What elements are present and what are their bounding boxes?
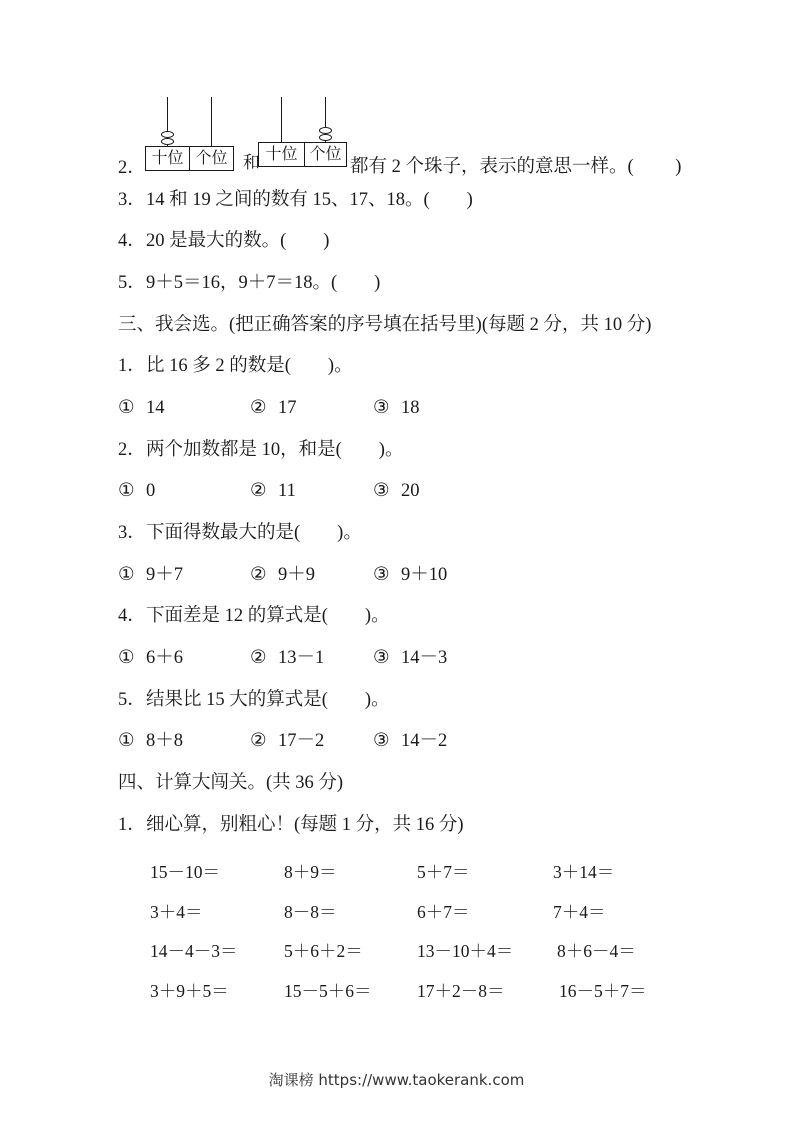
choice-options-5 (118, 721, 758, 763)
option-2 (250, 396, 373, 420)
calc-item: 5＋6＋2＝ (284, 941, 363, 962)
choice-options-4 (118, 637, 758, 679)
option-mark: ③ (373, 648, 390, 669)
option-value: 9＋10 (401, 564, 448, 585)
section-heading: 三、我会选。(把正确答案的序号填在括号里)(每题 2 分，共 10 分) (118, 314, 652, 335)
calc-item: 8＋9＝ (284, 862, 337, 882)
abacus-rod-ones (211, 97, 212, 146)
option-mark: ② (250, 398, 267, 419)
calculation-grid (150, 853, 663, 1012)
option-mark: ③ (373, 564, 390, 585)
option-value: 14 (146, 398, 165, 419)
option-1 (118, 479, 250, 503)
choice-question-5 (118, 679, 758, 721)
question-number: 1． (118, 356, 146, 377)
section-heading: 四、计算大闯关。(共 36 分) (118, 773, 344, 794)
question-text: 14 和 19 之间的数有 15、17、18。( ) (146, 189, 473, 210)
question-stem: 比 16 多 2 的数是( )。 (146, 356, 353, 377)
option-2 (250, 646, 373, 670)
question-number: 3． (118, 189, 146, 210)
option-value: 18 (401, 398, 420, 419)
option-value: 11 (278, 481, 296, 502)
question-stem: 两个加数都是 10，和是( )。 (146, 439, 404, 460)
tens-place-label: 十位 (146, 147, 190, 170)
option-value: 9＋7 (146, 564, 184, 585)
section-3-heading (118, 304, 758, 346)
option-1 (118, 729, 250, 753)
choice-question-2 (118, 429, 758, 471)
calc-item: 3＋14＝ (553, 862, 615, 882)
choice-question-3 (118, 512, 758, 554)
option-2 (250, 479, 373, 503)
calc-item: 5＋7＝ (417, 862, 470, 882)
tens-place-label: 十位 (259, 143, 305, 166)
ones-place-label: 个位 (195, 150, 228, 167)
question-number: 2． (118, 439, 146, 460)
calc-item: 6＋7＝ (417, 901, 470, 922)
calc-item: 16－5＋7＝ (559, 980, 647, 1001)
option-value: 13－1 (278, 648, 325, 669)
option-mark: ③ (373, 398, 390, 419)
option-value: 14－2 (401, 731, 448, 752)
option-mark: ③ (373, 731, 390, 752)
option-value: 9＋9 (278, 564, 316, 585)
option-3 (373, 396, 420, 420)
calc-item: 7＋4＝ (553, 901, 606, 922)
choice-options-3 (118, 554, 758, 596)
option-mark: ① (118, 564, 135, 585)
calc-item: 8－8＝ (284, 901, 337, 922)
abacus-place-box (258, 142, 347, 167)
option-1 (118, 563, 250, 587)
ones-place-bead (319, 127, 332, 134)
question-number: 5． (118, 273, 146, 294)
question-stem: 结果比 15 大的算式是( )。 (146, 689, 390, 710)
ones-place-label: 个位 (309, 146, 342, 163)
option-3 (373, 646, 447, 670)
question-number: 4． (118, 606, 146, 627)
question-number: 3． (118, 523, 146, 544)
option-3 (373, 479, 420, 503)
choice-question-1 (118, 346, 758, 388)
option-value: 8＋8 (146, 731, 184, 752)
calc-item: 3＋4＝ (150, 901, 203, 922)
option-value: 14－3 (401, 648, 448, 669)
tens-place-bead (161, 131, 174, 138)
calc-item: 13－10＋4＝ (417, 941, 514, 962)
option-value: 17 (278, 398, 297, 419)
option-value: 17－2 (278, 731, 325, 752)
calc-item: 14－4－3＝ (150, 941, 238, 962)
option-value: 20 (401, 481, 420, 502)
question-text: 20 是最大的数。( ) (146, 231, 330, 252)
question-number: 4． (118, 231, 146, 252)
question-text: 9＋5＝16，9＋7＝18。( ) (146, 273, 381, 294)
option-3 (373, 729, 447, 753)
calc-item: 15－10＝ (150, 862, 220, 882)
calc-subsection-1 (118, 804, 758, 846)
calc-item: 3＋9＋5＝ (150, 980, 229, 1001)
abacus-figure-b (258, 97, 347, 167)
option-1 (118, 646, 250, 670)
question-stem: 下面差是 12 的算式是( )。 (146, 606, 390, 627)
option-mark: ① (118, 398, 135, 419)
option-value: 0 (146, 481, 156, 502)
option-mark: ① (118, 731, 135, 752)
option-mark: ① (118, 648, 135, 669)
abacus-figure-a (145, 97, 234, 171)
section-4-heading (118, 762, 758, 804)
calc-item: 17＋2－8＝ (417, 980, 505, 1001)
choice-options-1 (118, 387, 758, 429)
judge-item-5 (118, 262, 758, 304)
option-mark: ① (118, 481, 135, 502)
option-mark: ③ (373, 481, 390, 502)
judge-item-3 (118, 179, 758, 221)
question-stem: 下面得数最大的是( )。 (146, 523, 362, 544)
question-number: 1． (118, 814, 146, 835)
abacus-rod-tens (281, 97, 282, 142)
question-number: 5． (118, 689, 146, 710)
option-2 (250, 729, 373, 753)
judge-item-4 (118, 221, 758, 263)
calc-item: 8＋6－4＝ (557, 941, 636, 962)
abacus-place-box (145, 146, 234, 171)
judge-item-2-number: 2． (118, 158, 146, 178)
option-1 (118, 396, 250, 420)
choice-question-4 (118, 596, 758, 638)
option-3 (373, 563, 447, 587)
option-mark: ② (250, 731, 267, 752)
choice-options-2 (118, 471, 758, 513)
option-value: 6＋6 (146, 648, 184, 669)
ones-place-bead (319, 134, 332, 141)
judge-item-2-text: 都有 2 个珠子，表示的意思一样。( ) (350, 157, 682, 177)
tens-place-bead (161, 138, 174, 145)
option-mark: ② (250, 481, 267, 502)
footer-watermark: 淘课榜 https://www.taokerank.com (268, 1071, 525, 1089)
worksheet-body (118, 179, 758, 846)
option-2 (250, 563, 373, 587)
calc-item: 15－5＋6＝ (284, 980, 372, 1001)
option-mark: ② (250, 564, 267, 585)
connector-word: 和 (243, 153, 260, 172)
subsection-title: 细心算，别粗心！(每题 1 分，共 16 分) (146, 814, 464, 835)
option-mark: ② (250, 648, 267, 669)
